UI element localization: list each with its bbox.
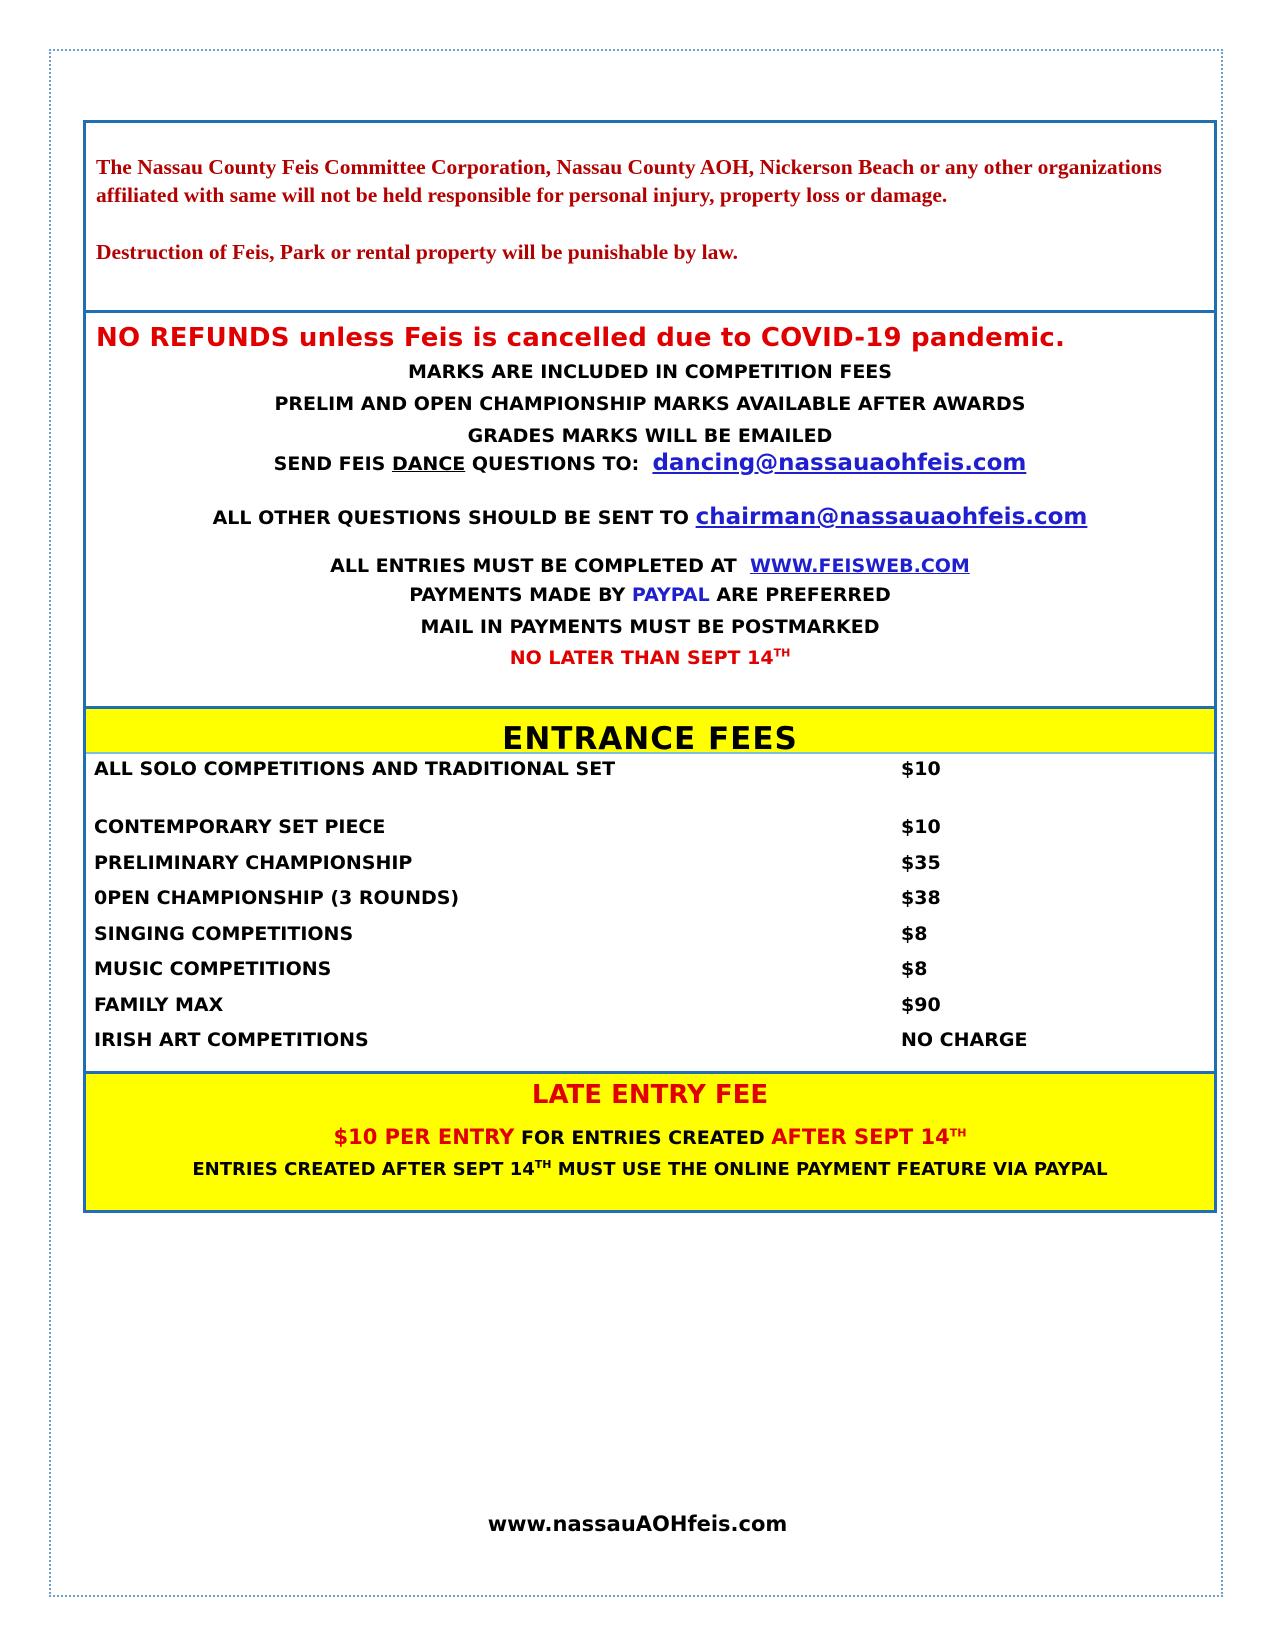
info-section [86,313,1214,706]
fee-name: 0PEN CHAMPIONSHIP (3 ROUNDS) [94,887,460,909]
feisweb-link[interactable]: WWW.FEISWEB.COM [749,555,970,577]
late-after-th: TH [949,1126,967,1140]
late-entry-fee-line [86,1125,1214,1149]
late-for-entries: FOR ENTRIES CREATED [514,1127,772,1149]
other-questions [86,504,1214,530]
mail-in-payments: MAIL IN PAYMENTS MUST BE POSTMARKED [420,616,880,638]
fee-price: $90 [901,994,941,1016]
dance-q-suffix: QUESTIONS TO: [465,453,640,475]
online-prefix: ENTRIES CREATED AFTER SEPT 14 [192,1159,535,1180]
fee-price: NO CHARGE [901,1029,1028,1051]
fee-price: $8 [901,923,928,945]
entrance-fees-header [86,706,1214,754]
fee-price: $10 [901,758,941,780]
late-after-date: AFTER SEPT 14 [771,1125,950,1149]
postmark-deadline [86,647,1214,669]
entries-text: ALL ENTRIES MUST BE COMPLETED AT [330,555,737,577]
late-entry-section [86,1074,1214,1210]
fee-name: ALL SOLO COMPETITIONS AND TRADITIONAL SET [94,758,616,780]
paypal-preferred [86,584,1214,606]
other-q-text: ALL OTHER QUESTIONS SHOULD BE SENT TO [212,507,689,529]
fee-name: PRELIMINARY CHAMPIONSHIP [94,852,413,874]
liability-disclaimer [86,123,1214,313]
dance-q-prefix: SEND FEIS [273,453,392,475]
dance-questions [86,450,1214,476]
late-per-entry: $10 PER ENTRY [333,1125,515,1149]
fee-price: $8 [901,958,928,980]
online-th: TH [534,1158,552,1171]
pay-prefix: PAYMENTS MADE BY [409,584,632,606]
dance-email-link[interactable]: dancing@nassauaohfeis.com [652,450,1027,476]
online-suffix: MUST USE THE ONLINE PAYMENT FEATURE VIA PAYPAL [551,1159,1108,1180]
refund-policy: NO REFUNDS unless Feis is cancelled due to COVID-19 pandemic. [96,323,1066,353]
dance-q-word: DANCE [391,453,466,475]
footer-website[interactable]: www.nassauAOHfeis.com [487,1512,788,1536]
fee-name: CONTEMPORARY SET PIECE [94,816,386,838]
deadline-th: TH [773,646,791,660]
disclaimer-paragraph: The Nassau County Feis Committee Corporation, Nassau County AOH, Nickerson Beach or any other organizations affiliated with same will not be held responsible for personal injury, property loss or damage. [96,155,1162,207]
entrance-fees-title: ENTRANCE FEES [502,721,798,754]
fee-name: MUSIC COMPETITIONS [94,958,332,980]
fee-name: IRISH ART COMPETITIONS [94,1029,369,1051]
late-online-payment [86,1159,1214,1180]
entries-line [86,555,1214,577]
fee-price: $35 [901,852,941,874]
marks-included: MARKS ARE INCLUDED IN COMPETITION FEES [408,361,892,383]
pay-suffix: ARE PREFERRED [709,584,891,606]
fee-price: $10 [901,816,941,838]
chair-email-link[interactable]: chairman@nassauaohfeis.com [695,504,1088,530]
fees-table [86,754,1214,1074]
fee-name: SINGING COMPETITIONS [94,923,354,945]
deadline-text: NO LATER THAN SEPT 14 [509,647,774,669]
feis-info-box [83,120,1217,1213]
prelim-marks: PRELIM AND OPEN CHAMPIONSHIP MARKS AVAILABLE AFTER AWARDS [274,393,1026,415]
fee-price: $38 [901,887,941,909]
destruction-notice: Destruction of Feis, Park or rental property will be punishable by law. [96,240,739,264]
grades-marks: GRADES MARKS WILL BE EMAILED [467,425,833,447]
fee-name: FAMILY MAX [94,994,224,1016]
late-entry-title: LATE ENTRY FEE [531,1080,769,1110]
paypal-word: PAYPAL [631,584,710,606]
